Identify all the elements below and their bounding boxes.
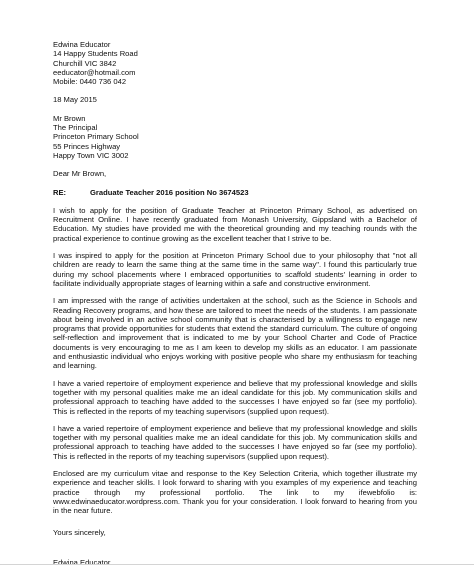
signature-name: Edwina Educator	[53, 557, 111, 567]
recipient-school: Princeton Primary School	[53, 132, 139, 142]
letter-date: 18 May 2015	[53, 95, 97, 105]
sender-address	[53, 40, 417, 86]
recipient-title: The Principal	[53, 123, 98, 133]
body-paragraph-5: I have a varied repertoire of employment experience and believe that my professional knowledge and skills together with my personal qualities make me an ideal candidate for this job. My communication skills and professional approach to teaching have added to the successes I have enjoyed so far (see my portfolio). This is reflected in the reports of my teaching supervisors (supplied upon request).	[53, 423, 417, 461]
recipient-town: Happy Town VIC 3002	[53, 150, 129, 160]
sender-address-line-2: Churchill VIC 3842	[53, 58, 117, 68]
recipient-street: 55 Princes Highway	[53, 141, 121, 151]
recipient-name: Mr Brown	[53, 113, 86, 123]
subject-label: RE:	[53, 187, 67, 197]
sender-mobile: Mobile: 0440 736 042	[53, 77, 127, 87]
salutation: Dear Mr Brown,	[53, 169, 107, 179]
body-paragraph-6: Enclosed are my curriculum vitae and response to the Key Selection Criteria, which together illustrate my experience and teacher skills. I look forward to sharing with you examples of my experience and teaching practice through my professional portfolio. The link to my ifewebfolio is: www.edwinaeducator.wordpress.com. Thank you for your consideration. I look forward to hearing from you in the near future.	[53, 468, 417, 516]
body-paragraph-2: I was inspired to apply for the position at Princeton Primary School due to your philosophy that "not all children are ready to learn the same thing at the same time in the same way". I found this particularly true during my school placements where I embraced opportunities to scaffold students' learning in order to facilitate individually appropriate stages of learning within a safe and constructive environment.	[53, 251, 417, 288]
body-paragraph-1: I wish to apply for the position of Graduate Teacher at Princeton Primary School, as advertised on Recruitment Online. I have recently graduated from Monash University, Gippsland with a Bachelor of Education. My studies have provided me with the theoretical grounding and my teaching rounds with the practical experience to continue growing as the excellent teacher that I strive to be.	[53, 205, 417, 243]
sender-email: eeducator@hotmail.com	[53, 67, 136, 77]
closing: Yours sincerely,	[53, 528, 106, 538]
cover-letter	[53, 40, 417, 567]
sender-address-line-1: 14 Happy Students Road	[53, 49, 138, 59]
body-paragraph-4: I have a varied repertoire of employment experience and believe that my professional knowledge and skills together with my personal qualities make me an ideal candidate for this job. My communication skills and professional approach to teaching have added to the successes I have enjoyed so far (see my portfolio). This is reflected in the reports of my teaching supervisors (supplied upon request).	[53, 378, 417, 416]
subject-text: Graduate Teacher 2016 position No 3674523	[90, 187, 249, 197]
body-paragraph-3: I am impressed with the range of activities undertaken at the school, such as the Science in Schools and Reading Recovery programs, and how these are tailored to meet the needs of the students. I am passionate about being involved in an active school community that is characterised by a willingness to engage new programs that provide opportunities for students that extend the standard curriculum. The culture of ongoing self-reflection and improvement that is indicated to me by your School Charter and Code of Practice documents is very encouraging to me as I am keen to develop my skills as an educator. I am passionate and enthusiastic individual who enjoys working with positive people who share my enthusiasm for teaching and learning.	[53, 296, 417, 371]
sender-name: Edwina Educator	[53, 40, 111, 49]
page-footer-divider	[0, 564, 474, 576]
recipient-address	[53, 114, 417, 160]
subject-line	[53, 188, 417, 197]
